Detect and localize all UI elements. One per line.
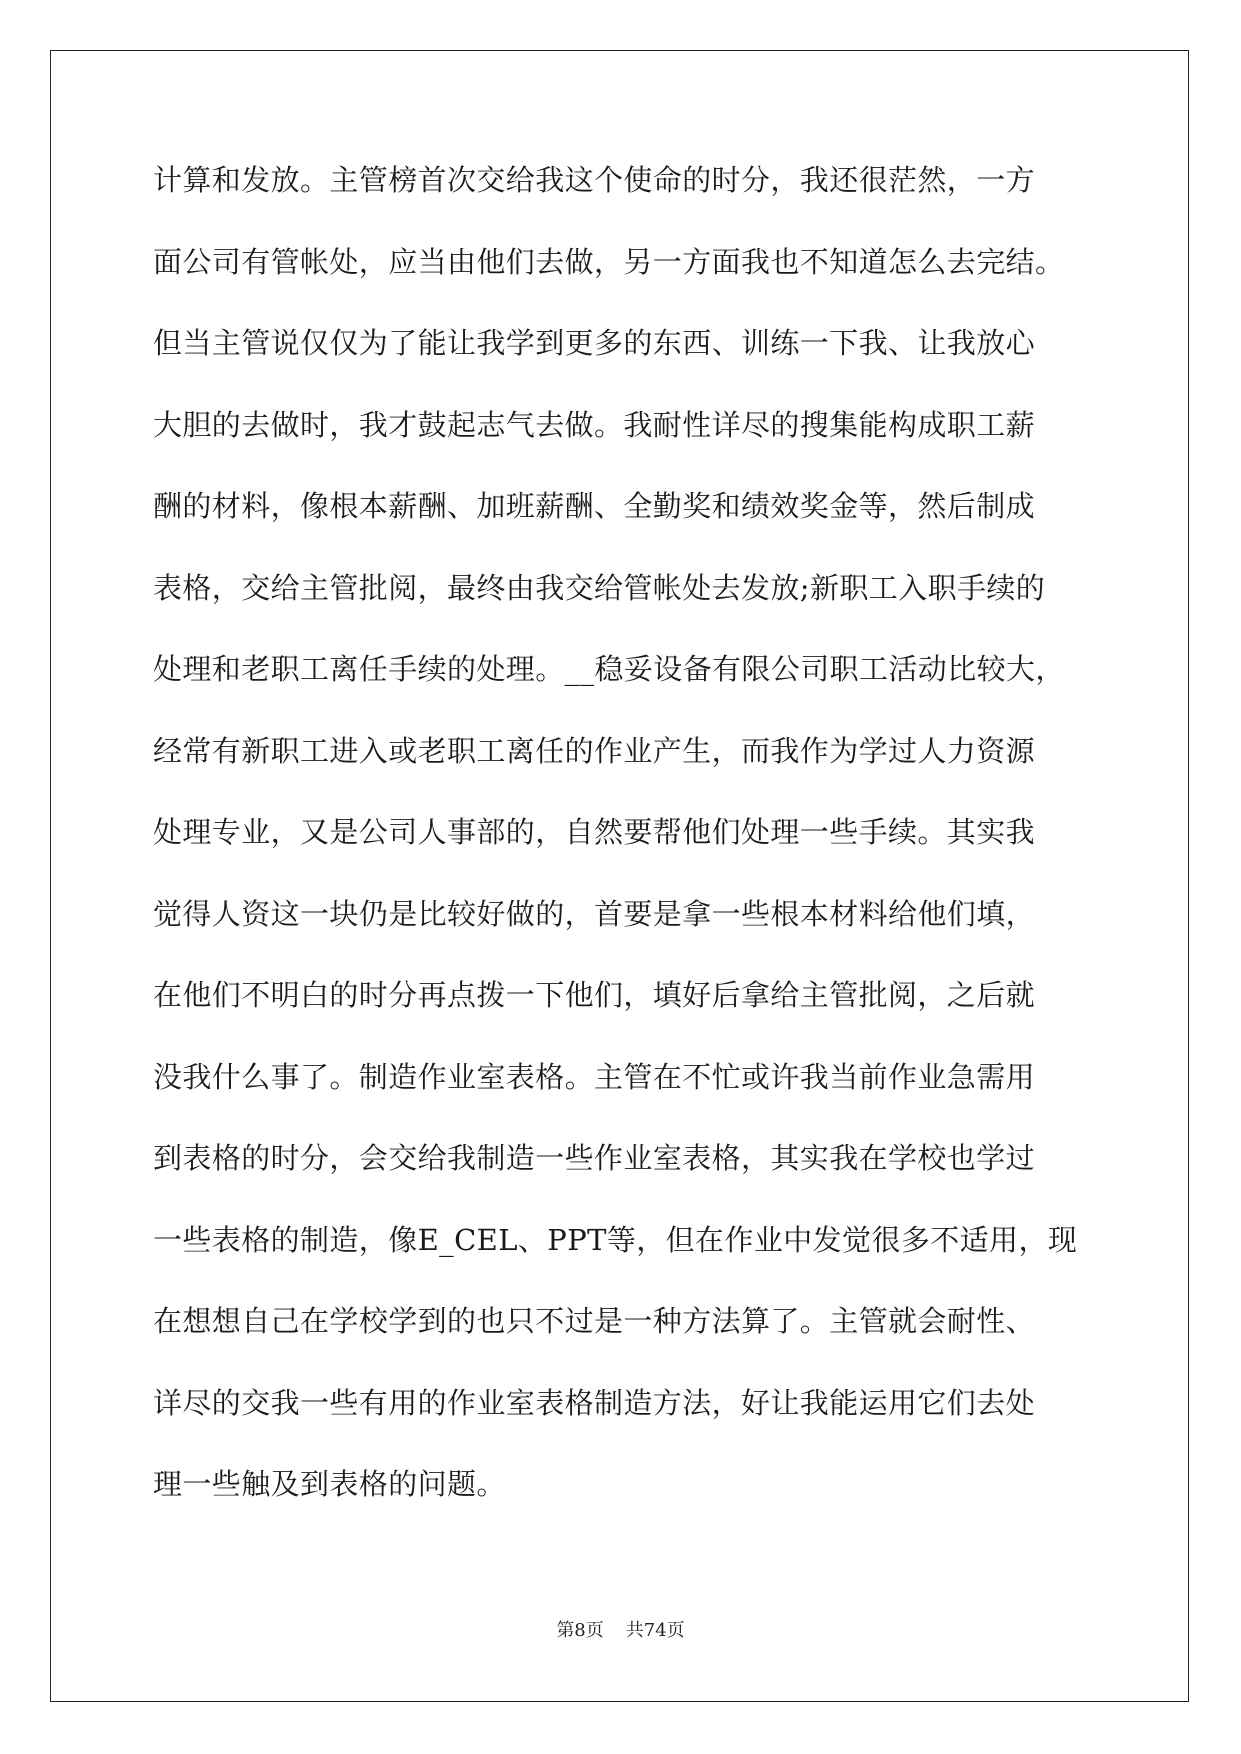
text-line: 理一些触及到表格的问题。 — [153, 1467, 506, 1501]
text-line: 处理专业，又是公司人事部的，自然要帮他们处理一些手续。其实我 — [153, 815, 1036, 849]
text-line: 大胆的去做时，我才鼓起志气去做。我耐性详尽的搜集能构成职工薪 — [153, 407, 1036, 442]
text-line: 计算和发放。主管榜首次交给我这个使命的时分，我还很茫然，一方 — [153, 163, 1036, 197]
text-line: 酬的材料，像根本薪酬、加班薪酬、全勤奖和绩效奖金等，然后制成 — [153, 489, 1036, 523]
page-total: 共74页 — [625, 1620, 685, 1641]
text-line: 觉得人资这一块仍是比较好做的，首要是拿一些根本材料给他们填， — [153, 896, 1036, 931]
text-line: 没我什么事了。制造作业室表格。主管在不忙或许我当前作业急需用 — [153, 1059, 1036, 1094]
text-line: 一些表格的制造，像E_CEL、PPT等，但在作业中发觉很多不适用，现 — [153, 1222, 1078, 1257]
text-line: 在他们不明白的时分再点拨一下他们，填好后拿给主管批阅，之后就 — [153, 978, 1036, 1012]
text-line: 处理和老职工离任手续的处理。__稳妥设备有限公司职工活动比较大， — [153, 652, 1065, 686]
document-body — [153, 162, 1113, 1548]
text-line: 面公司有管帐处，应当由他们去做，另一方面我也不知道怎么去完结。 — [153, 244, 1065, 279]
text-line: 表格，交给主管批阅，最终由我交给管帐处去发放;新职工入职手续的 — [153, 570, 1046, 605]
text-line: 详尽的交我一些有用的作业室表格制造方法，好让我能运用它们去处 — [153, 1385, 1036, 1420]
text-line: 在想想自己在学校学到的也只不过是一种方法算了。主管就会耐性、 — [153, 1304, 1036, 1338]
text-line: 到表格的时分，会交给我制造一些作业室表格，其实我在学校也学过 — [153, 1141, 1036, 1175]
text-line: 但当主管说仅仅为了能让我学到更多的东西、训练一下我、让我放心 — [153, 326, 1036, 360]
text-line: 经常有新职工进入或老职工离任的作业产生，而我作为学过人力资源 — [153, 733, 1036, 768]
page-footer — [0, 1616, 1241, 1642]
page-number: 第8页 — [556, 1620, 604, 1641]
